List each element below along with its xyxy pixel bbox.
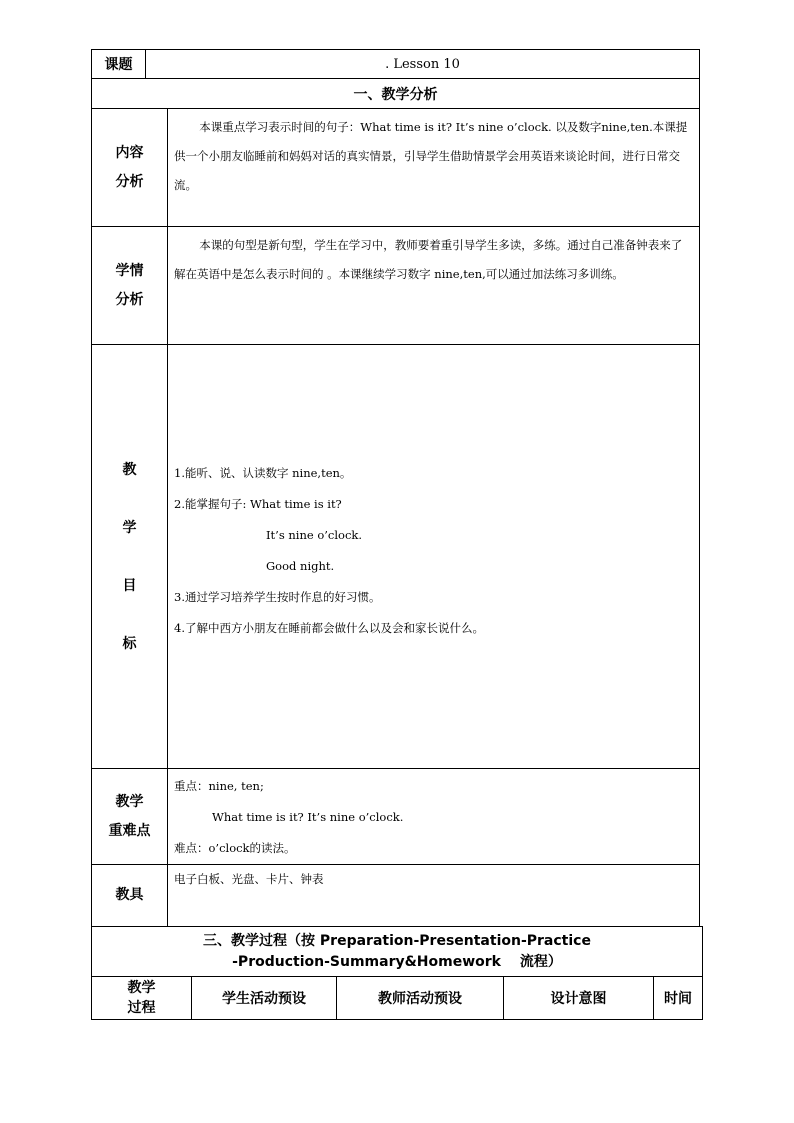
key-point: 重点：nine, ten; (174, 779, 264, 793)
process-col-stage: 教学 过程 (92, 977, 192, 1020)
difficult-point: 难点：o’clock的读法。 (174, 841, 296, 855)
lesson-title: . Lesson 10 (146, 50, 700, 79)
tools-text: 电子白板、光盘、卡片、钟表 (168, 865, 700, 927)
process-table (91, 926, 703, 1020)
learner-analysis-label: 学情 分析 (92, 227, 168, 345)
learner-analysis-text: 本课的句型是新句型，学生在学习中，教师要着重引导学生多读，多练。通过自己准备钟表来了解在英语中是怎么表示时间的 。本课继续学习数字 nine,ten,可以通过加法练习多训练。 (168, 227, 700, 345)
process-col-time: 时间 (654, 977, 703, 1020)
section1-title: 一、教学分析 (92, 79, 700, 109)
header-row (92, 50, 700, 79)
process-col-student: 学生活动预设 (192, 977, 337, 1020)
objective-3: 3.通过学习培养学生按时作息的好习惯。 (174, 589, 381, 604)
objective-1: 1.能听、说、认读数字 nine,ten。 (174, 465, 352, 480)
process-col-teacher: 教师活动预设 (337, 977, 504, 1020)
process-col-intent: 设计意图 (504, 977, 654, 1020)
objective-4: 4.了解中西方小朋友在睡前都会做什么以及会和家长说什么。 (174, 620, 484, 635)
lesson-plan-table (91, 49, 700, 927)
topic-label: 课题 (92, 50, 146, 79)
content-analysis-row (92, 109, 700, 227)
objectives-label: 教 学 目 标 (92, 345, 168, 769)
tools-label: 教具 (92, 865, 168, 927)
key-points-label: 教学 重难点 (92, 769, 168, 865)
process-header-row (92, 977, 703, 1020)
section3-title: 三、教学过程（按 Preparation-Presentation-Practice -Production-Summary&Homework 流程） (92, 927, 703, 977)
tools-row (92, 865, 700, 927)
learner-analysis-row (92, 227, 700, 345)
section3-row (92, 927, 703, 977)
content-analysis-label: 内容 分析 (92, 109, 168, 227)
objective-2-line3: Good night. (266, 558, 335, 573)
objectives-text (168, 345, 700, 769)
section1-row (92, 79, 700, 109)
content-analysis-text: 本课重点学习表示时间的句子：What time is it? It’s nine o’clock. 以及数字nine,ten.本课提供一个小朋友临睡前和妈妈对话的真实情景，引导学生借助情景学会用英语来谈论时间，进行日常交流。 (168, 109, 700, 227)
key-point-sentence: What time is it? It’s nine o’clock. (212, 810, 404, 824)
objective-2: 2.能掌握句子: What time is it? (174, 496, 342, 511)
key-points-text (168, 769, 700, 865)
objective-2-line2: It’s nine o’clock. (266, 527, 363, 542)
objectives-row (92, 345, 700, 769)
key-points-row (92, 769, 700, 865)
